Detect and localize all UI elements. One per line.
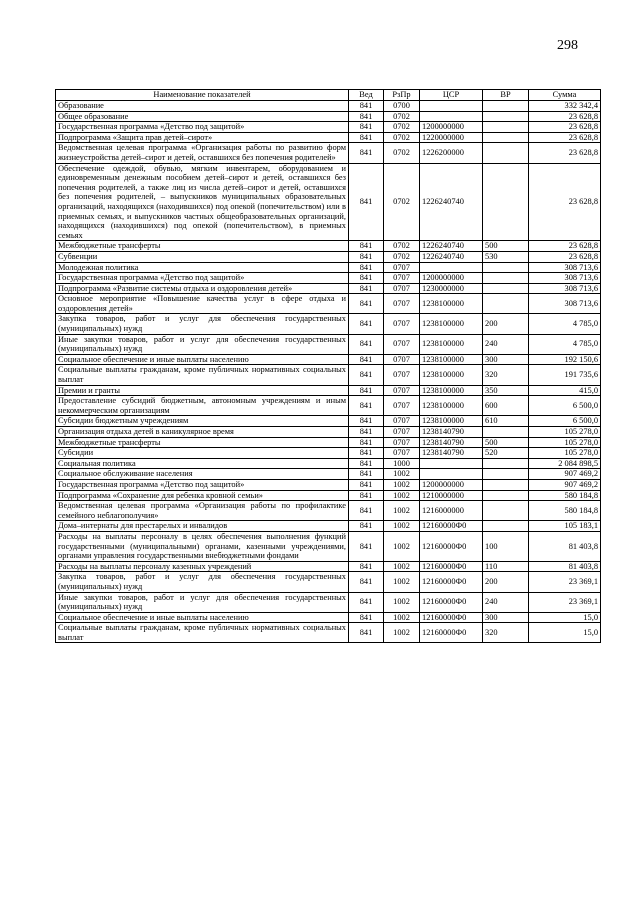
row-ved: 841 [349, 572, 384, 592]
row-rzpr: 1002 [384, 592, 420, 612]
row-sum: 308 713,6 [529, 262, 601, 273]
row-csr: 12160000Ф0 [420, 521, 483, 532]
row-vr [483, 458, 529, 469]
row-csr: 1226240740 [420, 251, 483, 262]
row-rzpr: 1002 [384, 490, 420, 501]
row-vr: 500 [483, 241, 529, 252]
table-row [56, 273, 601, 284]
row-vr [483, 521, 529, 532]
row-sum: 23 628,8 [529, 251, 601, 262]
table-row [56, 294, 601, 314]
row-name: Субсидии [56, 448, 349, 459]
row-rzpr: 1000 [384, 458, 420, 469]
row-vr: 100 [483, 531, 529, 561]
row-ved: 841 [349, 163, 384, 241]
table-row [56, 314, 601, 334]
row-vr: 240 [483, 334, 529, 354]
row-name: Подпрограмма «Развитие системы отдыха и оздоровления детей» [56, 283, 349, 294]
row-name: Государственная программа «Детство под защитой» [56, 273, 349, 284]
row-ved: 841 [349, 448, 384, 459]
table-row [56, 531, 601, 561]
row-vr: 320 [483, 623, 529, 643]
table-row [56, 241, 601, 252]
row-rzpr: 0707 [384, 427, 420, 438]
row-ved: 841 [349, 427, 384, 438]
row-sum: 580 184,8 [529, 501, 601, 521]
row-vr: 320 [483, 365, 529, 385]
row-csr: 1238140790 [420, 448, 483, 459]
row-ved: 841 [349, 101, 384, 112]
row-csr: 12160000Ф0 [420, 623, 483, 643]
row-name: Ведомственная целевая программа «Организация работы по развитию форм жизнеустройства детей–сирот и детей, оставшихся без попечения родителей» [56, 143, 349, 163]
row-ved: 841 [349, 385, 384, 396]
row-ved: 841 [349, 132, 384, 143]
row-ved: 841 [349, 283, 384, 294]
row-sum: 415,0 [529, 385, 601, 396]
row-vr: 300 [483, 612, 529, 623]
row-vr [483, 501, 529, 521]
row-name: Образование [56, 101, 349, 112]
row-vr [483, 122, 529, 133]
row-sum: 23 628,8 [529, 122, 601, 133]
table-header-row [56, 90, 601, 101]
table-row [56, 111, 601, 122]
row-csr: 12160000Ф0 [420, 612, 483, 623]
table-row [56, 132, 601, 143]
row-sum: 332 342,4 [529, 101, 601, 112]
row-name: Социальное обеспечение и иные выплаты населению [56, 354, 349, 365]
row-vr: 500 [483, 437, 529, 448]
row-sum: 105 183,1 [529, 521, 601, 532]
row-ved: 841 [349, 458, 384, 469]
row-vr: 110 [483, 561, 529, 572]
row-rzpr: 1002 [384, 572, 420, 592]
row-name: Иные закупки товаров, работ и услуг для обеспечения государственных (муниципальных) нужд [56, 592, 349, 612]
row-csr: 1238140790 [420, 437, 483, 448]
row-csr: 1230000000 [420, 283, 483, 294]
row-sum: 308 713,6 [529, 273, 601, 284]
table-row [56, 396, 601, 416]
row-rzpr: 0707 [384, 283, 420, 294]
row-rzpr: 0707 [384, 385, 420, 396]
table-row [56, 592, 601, 612]
row-vr [483, 132, 529, 143]
row-sum: 105 278,0 [529, 437, 601, 448]
row-vr [483, 479, 529, 490]
row-csr: 1238100000 [420, 365, 483, 385]
row-name: Субвенции [56, 251, 349, 262]
row-rzpr: 0702 [384, 241, 420, 252]
row-name: Расходы на выплаты персоналу казенных учреждений [56, 561, 349, 572]
table-row [56, 612, 601, 623]
row-sum: 2 084 898,5 [529, 458, 601, 469]
row-ved: 841 [349, 262, 384, 273]
row-ved: 841 [349, 122, 384, 133]
header-ved: Вед [349, 90, 384, 101]
row-ved: 841 [349, 490, 384, 501]
row-sum: 15,0 [529, 612, 601, 623]
table-row [56, 262, 601, 273]
row-name: Социальная политика [56, 458, 349, 469]
row-ved: 841 [349, 416, 384, 427]
budget-table [55, 89, 601, 643]
row-rzpr: 0702 [384, 251, 420, 262]
row-ved: 841 [349, 623, 384, 643]
row-rzpr: 0707 [384, 262, 420, 273]
row-csr: 12160000Ф0 [420, 531, 483, 561]
page-number: 298 [557, 38, 578, 53]
row-ved: 841 [349, 531, 384, 561]
row-vr: 240 [483, 592, 529, 612]
row-rzpr: 0707 [384, 416, 420, 427]
row-rzpr: 0707 [384, 448, 420, 459]
row-name: Молодежная политика [56, 262, 349, 273]
row-vr: 300 [483, 354, 529, 365]
row-sum: 105 278,0 [529, 448, 601, 459]
row-vr [483, 469, 529, 480]
row-rzpr: 1002 [384, 612, 420, 623]
row-name: Подпрограмма «Защита прав детей–сирот» [56, 132, 349, 143]
row-ved: 841 [349, 561, 384, 572]
row-name: Межбюджетные трансферты [56, 241, 349, 252]
row-csr: 1226240740 [420, 241, 483, 252]
row-rzpr: 0702 [384, 163, 420, 241]
header-sum: Сумма [529, 90, 601, 101]
table-row [56, 448, 601, 459]
row-sum: 23 369,1 [529, 572, 601, 592]
table-row [56, 122, 601, 133]
row-csr [420, 262, 483, 273]
row-sum: 191 735,6 [529, 365, 601, 385]
row-ved: 841 [349, 111, 384, 122]
row-sum: 4 785,0 [529, 314, 601, 334]
row-ved: 841 [349, 365, 384, 385]
row-sum: 23 628,8 [529, 132, 601, 143]
row-sum: 907 469,2 [529, 479, 601, 490]
row-vr [483, 490, 529, 501]
row-ved: 841 [349, 612, 384, 623]
row-name: Государственная программа «Детство под защитой» [56, 479, 349, 490]
row-sum: 4 785,0 [529, 334, 601, 354]
row-csr: 1238100000 [420, 416, 483, 427]
row-sum: 23 628,8 [529, 241, 601, 252]
row-sum: 15,0 [529, 623, 601, 643]
row-name: Субсидии бюджетным учреждениям [56, 416, 349, 427]
row-name: Ведомственная целевая программа «Организация работы по профилактике семейного неблагополучия» [56, 501, 349, 521]
row-csr: 1238100000 [420, 385, 483, 396]
row-vr [483, 427, 529, 438]
row-rzpr: 1002 [384, 531, 420, 561]
row-csr: 1220000000 [420, 132, 483, 143]
row-vr [483, 101, 529, 112]
row-name: Закупка товаров, работ и услуг для обеспечения государственных (муниципальных) нужд [56, 572, 349, 592]
row-ved: 841 [349, 469, 384, 480]
row-rzpr: 1002 [384, 501, 420, 521]
row-sum: 580 184,8 [529, 490, 601, 501]
row-rzpr: 1002 [384, 561, 420, 572]
row-csr: 1238100000 [420, 314, 483, 334]
row-name: Обеспечение одеждой, обувью, мягким инвентарем, оборудованием и единовременным денежным пособием детей–сирот и детей, оставшихся без попечения родителей, а также лиц из числа детей–сирот и детей, оставшихся без попечения родителей, – выпускников муниципальных образовательных организаций, находящихся (находившихся) под опекой (попечительством) или в приемных семьях, и выпускников частных общеобразовательных организаций, находящихся (находившихся) под опекой (попечительством), в приемных семьях [56, 163, 349, 241]
row-name: Иные закупки товаров, работ и услуг для обеспечения государственных (муниципальных) нужд [56, 334, 349, 354]
row-csr: 1238100000 [420, 354, 483, 365]
table-row [56, 521, 601, 532]
table-row [56, 469, 601, 480]
row-rzpr: 0702 [384, 143, 420, 163]
table-row [56, 623, 601, 643]
row-sum: 6 500,0 [529, 416, 601, 427]
row-csr: 12160000Ф0 [420, 561, 483, 572]
row-vr [483, 283, 529, 294]
row-name: Закупка товаров, работ и услуг для обеспечения государственных (муниципальных) нужд [56, 314, 349, 334]
row-rzpr: 0700 [384, 101, 420, 112]
table-row [56, 163, 601, 241]
row-sum: 81 403,8 [529, 561, 601, 572]
row-name: Государственная программа «Детство под защитой» [56, 122, 349, 133]
table-row [56, 561, 601, 572]
row-csr: 1238100000 [420, 294, 483, 314]
row-vr [483, 111, 529, 122]
row-ved: 841 [349, 592, 384, 612]
row-rzpr: 0702 [384, 132, 420, 143]
row-vr: 530 [483, 251, 529, 262]
table-body [56, 101, 601, 643]
row-name: Расходы на выплаты персоналу в целях обеспечения выполнения функций государственными (муниципальными) органами, казенными учреждениями, органами управления государственными внебюджетными фондами [56, 531, 349, 561]
row-sum: 23 628,8 [529, 143, 601, 163]
row-ved: 841 [349, 273, 384, 284]
row-csr: 12160000Ф0 [420, 572, 483, 592]
table-row [56, 416, 601, 427]
header-csr: ЦСР [420, 90, 483, 101]
row-csr: 1226200000 [420, 143, 483, 163]
table-row [56, 572, 601, 592]
row-ved: 841 [349, 501, 384, 521]
row-rzpr: 0707 [384, 396, 420, 416]
row-csr: 1210000000 [420, 490, 483, 501]
row-vr: 610 [483, 416, 529, 427]
row-vr: 200 [483, 572, 529, 592]
row-sum: 907 469,2 [529, 469, 601, 480]
row-csr [420, 111, 483, 122]
table-row [56, 437, 601, 448]
row-rzpr: 0707 [384, 294, 420, 314]
row-vr [483, 143, 529, 163]
row-name: Основное мероприятие «Повышение качества услуг в сфере отдыха и оздоровления детей» [56, 294, 349, 314]
table-row [56, 479, 601, 490]
row-name: Дома–интернаты для престарелых и инвалидов [56, 521, 349, 532]
row-ved: 841 [349, 521, 384, 532]
row-rzpr: 1002 [384, 469, 420, 480]
row-name: Социальные выплаты гражданам, кроме публичных нормативных социальных выплат [56, 623, 349, 643]
row-ved: 841 [349, 294, 384, 314]
row-csr: 1200000000 [420, 273, 483, 284]
table-row [56, 490, 601, 501]
row-sum: 23 369,1 [529, 592, 601, 612]
row-csr: 1216000000 [420, 501, 483, 521]
row-ved: 841 [349, 334, 384, 354]
row-csr: 1226240740 [420, 163, 483, 241]
row-rzpr: 0707 [384, 273, 420, 284]
header-vr: ВР [483, 90, 529, 101]
row-name: Премии и гранты [56, 385, 349, 396]
row-vr [483, 163, 529, 241]
row-name: Социальное обеспечение и иные выплаты населению [56, 612, 349, 623]
row-sum: 308 713,6 [529, 283, 601, 294]
row-sum: 308 713,6 [529, 294, 601, 314]
row-vr [483, 294, 529, 314]
row-rzpr: 0707 [384, 354, 420, 365]
row-csr: 1238100000 [420, 334, 483, 354]
row-rzpr: 1002 [384, 623, 420, 643]
table-row [56, 251, 601, 262]
row-ved: 841 [349, 479, 384, 490]
row-vr: 350 [483, 385, 529, 396]
row-csr [420, 469, 483, 480]
table-row [56, 365, 601, 385]
row-vr: 600 [483, 396, 529, 416]
row-rzpr: 0707 [384, 334, 420, 354]
row-vr: 200 [483, 314, 529, 334]
table-row [56, 334, 601, 354]
row-ved: 841 [349, 251, 384, 262]
row-sum: 192 150,6 [529, 354, 601, 365]
row-name: Социальные выплаты гражданам, кроме публичных нормативных социальных выплат [56, 365, 349, 385]
row-rzpr: 0707 [384, 314, 420, 334]
row-ved: 841 [349, 437, 384, 448]
row-rzpr: 0707 [384, 365, 420, 385]
row-rzpr: 0707 [384, 437, 420, 448]
row-sum: 6 500,0 [529, 396, 601, 416]
row-name: Предоставление субсидий бюджетным, автономным учреждениям и иным некоммерческим организациям [56, 396, 349, 416]
row-name: Межбюджетные трансферты [56, 437, 349, 448]
row-rzpr: 1002 [384, 479, 420, 490]
row-ved: 841 [349, 396, 384, 416]
row-sum: 105 278,0 [529, 427, 601, 438]
row-ved: 841 [349, 241, 384, 252]
row-vr [483, 262, 529, 273]
table-row [56, 101, 601, 112]
row-rzpr: 1002 [384, 521, 420, 532]
table-row [56, 427, 601, 438]
header-name: Наименование показателей [56, 90, 349, 101]
row-vr: 520 [483, 448, 529, 459]
table-row [56, 458, 601, 469]
row-rzpr: 0702 [384, 111, 420, 122]
row-sum: 23 628,8 [529, 163, 601, 241]
table-row [56, 283, 601, 294]
row-csr: 12160000Ф0 [420, 592, 483, 612]
row-ved: 841 [349, 354, 384, 365]
row-csr: 1238100000 [420, 396, 483, 416]
table-row [56, 501, 601, 521]
row-sum: 81 403,8 [529, 531, 601, 561]
row-rzpr: 0702 [384, 122, 420, 133]
row-name: Организация отдыха детей в каникулярное время [56, 427, 349, 438]
row-csr: 1200000000 [420, 122, 483, 133]
table-row [56, 143, 601, 163]
row-sum: 23 628,8 [529, 111, 601, 122]
row-csr: 1238140790 [420, 427, 483, 438]
row-name: Социальное обслуживание населения [56, 469, 349, 480]
row-ved: 841 [349, 143, 384, 163]
row-vr [483, 273, 529, 284]
header-rzpr: РзПр [384, 90, 420, 101]
row-ved: 841 [349, 314, 384, 334]
row-csr: 1200000000 [420, 479, 483, 490]
row-name: Подпрограмма «Сохранение для ребенка кровной семьи» [56, 490, 349, 501]
table-row [56, 385, 601, 396]
table-row [56, 354, 601, 365]
row-csr [420, 101, 483, 112]
row-csr [420, 458, 483, 469]
row-name: Общее образование [56, 111, 349, 122]
